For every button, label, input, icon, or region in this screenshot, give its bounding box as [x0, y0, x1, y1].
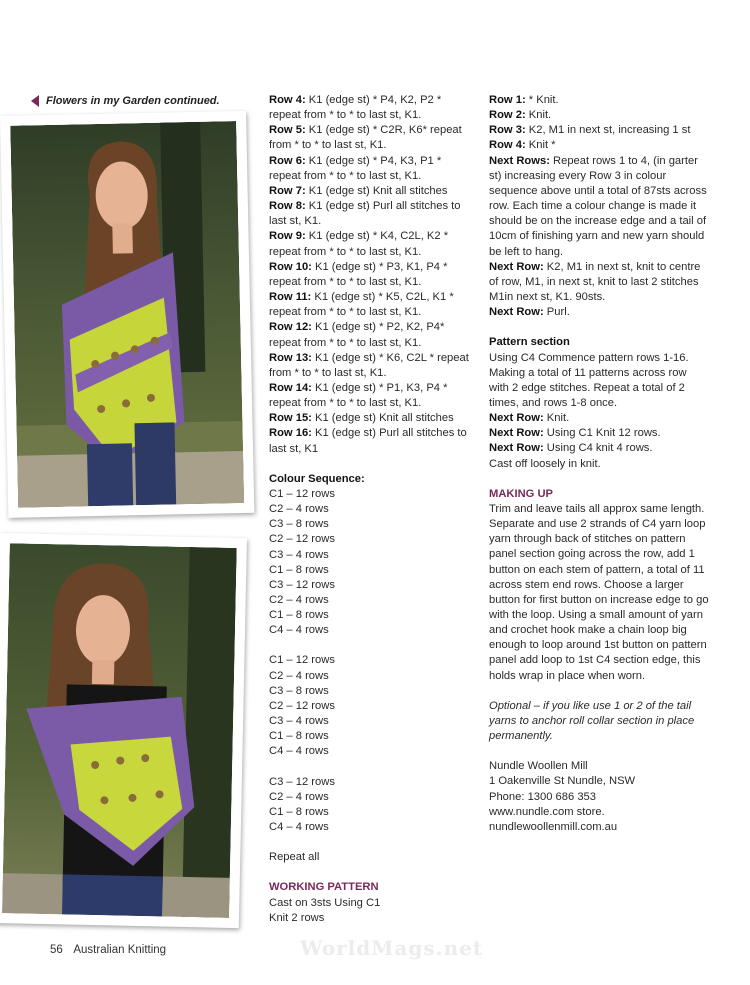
row-11: Row 11: K1 (edge st) * K5, C2L, K1 * repeat from * to * to last st, K1.: [269, 291, 454, 319]
photo-model-2: [0, 533, 247, 928]
repeat-all: Repeat all: [269, 851, 320, 864]
pattern-rows-column: [269, 93, 475, 926]
contact-block: [489, 759, 709, 835]
row-8: Row 8: K1 (edge st) Purl all stitches to last st, K1.: [269, 200, 461, 228]
continued-title: Flowers in my Garden continued.: [46, 95, 220, 107]
sequence-item: C2 – 4 rows: [269, 669, 329, 682]
row-9: Row 9: K1 (edge st) * K4, C2L, K2 * repeat from * to * to last st, K1.: [269, 230, 449, 258]
row-5: Row 5: K1 (edge st) * C2R, K6* repeat from * to * to last st, K1.: [269, 124, 462, 152]
sequence-item: C3 – 12 rows: [269, 775, 335, 788]
row-16: Row 16: K1 (edge st) Purl all stitches to last st, K1: [269, 427, 467, 455]
sequence-item: C3 – 8 rows: [269, 684, 329, 697]
working-line: Cast on 3sts Using C1: [269, 896, 381, 909]
row-7: Row 7: K1 (edge st) Knit all stitches: [269, 184, 448, 197]
next-row: Next Row: Using C4 knit 4 rows.: [489, 442, 653, 455]
working-line: Knit 2 rows: [269, 911, 325, 924]
making-up-heading: MAKING UP: [489, 487, 554, 500]
optional-note: Optional – if you like use 1 or 2 of the tail yarns to anchor roll collar section in place permanently.: [489, 699, 695, 743]
row-10: Row 10: K1 (edge st) * P3, K1, P4 * repeat from * to * to last st, K1.: [269, 260, 448, 288]
sequence-item: C2 – 4 rows: [269, 503, 329, 516]
next-row: Next Row: Purl.: [489, 306, 570, 319]
cast-off: Cast off loosely in knit.: [489, 457, 601, 470]
colour-sequence-title: Colour Sequence:: [269, 472, 365, 485]
sequence-item: C3 – 4 rows: [269, 548, 329, 561]
contact-name: Nundle Woollen Mill: [489, 760, 588, 773]
row-6: Row 6: K1 (edge st) * P4, K3, P1 * repeat from * to * to last st, K1.: [269, 154, 442, 182]
sequence-item: C3 – 8 rows: [269, 518, 329, 531]
instructions-column: [489, 93, 709, 835]
row-12: Row 12: K1 (edge st) * P2, K2, P4* repeat from * to * to last st, K1.: [269, 321, 445, 349]
sequence-item: C2 – 12 rows: [269, 533, 335, 546]
row-1: Row 1: * Knit.: [489, 94, 559, 106]
pattern-section-heading: Pattern section: [489, 336, 570, 349]
sequence-item: C4 – 4 rows: [269, 745, 329, 758]
row-15: Row 15: K1 (edge st) Knit all stitches: [269, 412, 454, 425]
row-4: Row 4: K1 (edge st) * P4, K2, P2 * repeat from * to * to last st, K1.: [269, 94, 442, 122]
next-row: Next Row: Knit.: [489, 412, 570, 425]
sequence-item: C2 – 4 rows: [269, 594, 329, 606]
photo-model-1: [0, 111, 254, 518]
sequence-item: C3 – 12 rows: [269, 578, 335, 591]
contact-phone: Phone: 1300 686 353: [489, 790, 597, 803]
pattern-section-text: Using C4 Commence pattern rows 1-16. Making a total of 11 patterns across row with 2 edge stitches. Repeat a total of 2 times, and rows 1-8 once.: [489, 351, 689, 409]
working-pattern-heading: WORKING PATTERN: [269, 881, 379, 894]
sequence-item: C3 – 4 rows: [269, 715, 329, 728]
row-3: Row 3: K2, M1 in next st, increasing 1 st: [489, 124, 691, 137]
sequence-item: C1 – 12 rows: [269, 654, 335, 667]
sequence-item: C4 – 4 rows: [269, 624, 329, 637]
making-up-text: Trim and leave tails all approx same length. Separate and use 2 strands of C4 yarn loop yarn through back of stitches on pattern panel section going across the row, add 1 button on each stem of pattern, a total of 11 across stem end rows. Choose a larger button for first button on increase edge to go with the loop. Using a small amount of yarn and crochet hook make a chain loop big enough to loop around 1st button on pattern panel add loop to 1st C4 section edge, this holds wrap in place when worn.: [489, 502, 709, 682]
sequence-item: C1 – 8 rows: [269, 805, 329, 818]
row-4-b: Row 4: Knit *: [489, 139, 556, 152]
contact-store-link[interactable]: www.nundle.com store.: [489, 805, 605, 818]
next-rows: Next Rows: Repeat rows 1 to 4, (in garter st) increasing every Row 3 in colour sequence above until a total of 87sts across row. Each time a colour change is made it should be on the increase edge and a tail of 10cm of finishing yarn and new yarn should be left to hang.: [489, 154, 707, 258]
magazine-name: Australian Knitting: [73, 944, 167, 956]
sequence-item: C1 – 8 rows: [269, 609, 329, 622]
model-photo-2-illustration: [2, 543, 237, 918]
sequence-item: C2 – 4 rows: [269, 790, 329, 803]
row-14: Row 14: K1 (edge st) * P1, K3, P4 * repeat from * to * to last st, K1.: [269, 381, 448, 410]
sequence-item: C4 – 4 rows: [269, 821, 329, 834]
page-number: 56: [50, 944, 63, 956]
colour-sequence-list-2: [269, 653, 475, 759]
sequence-item: C2 – 12 rows: [269, 699, 335, 712]
page-footer: [50, 944, 166, 956]
colour-sequence-list-1: [269, 487, 475, 639]
sequence-item: C1 – 12 rows: [269, 487, 335, 500]
next-row: Next Row: K2, M1 in next st, knit to centre of row, M1, in next st, knit to last 2 stitches M1in next st, K1. 90sts.: [489, 260, 701, 304]
model-photo-1-illustration: [10, 121, 244, 508]
next-row: Next Row: Using C1 Knit 12 rows.: [489, 427, 661, 440]
sequence-item: C1 – 8 rows: [269, 563, 329, 576]
watermark: WorldMags.net: [300, 936, 484, 960]
row-2: Row 2: Knit.: [489, 109, 552, 122]
arrow-left-icon: [31, 95, 39, 107]
contact-website-link[interactable]: nundlewoollenmill.com.au: [489, 820, 618, 833]
sequence-item: C1 – 8 rows: [269, 730, 329, 743]
contact-address: 1 Oakenville St Nundle, NSW: [489, 775, 636, 788]
continued-header: [31, 95, 220, 107]
row-13: Row 13: K1 (edge st) * K6, C2L * repeat from * to * to last st, K1.: [269, 351, 469, 379]
colour-sequence-list-3: [269, 775, 475, 836]
